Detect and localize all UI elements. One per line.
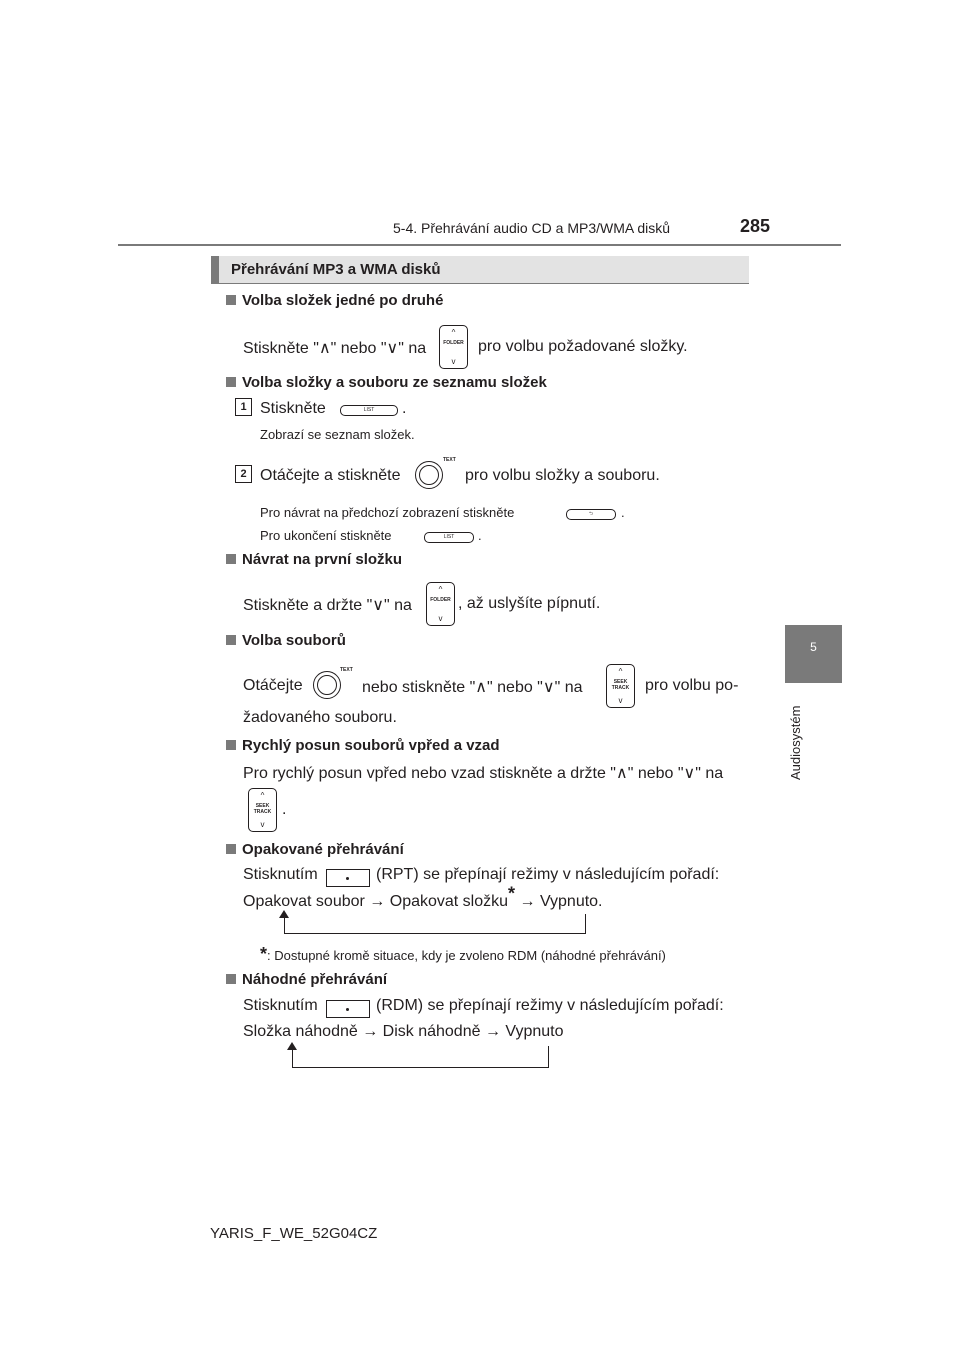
section-heading-bar xyxy=(211,256,749,284)
loop-arrowhead-icon xyxy=(279,910,289,918)
loop2-line-bottom xyxy=(292,1067,549,1068)
loop-line-bottom xyxy=(284,933,586,934)
loop-line-right xyxy=(585,914,586,934)
b7-text-1a: Stisknutím xyxy=(243,997,318,1014)
chapter-label: Audiosystém xyxy=(788,705,803,780)
text-knob-icon-2 xyxy=(313,671,341,699)
heading-return-first-folder: Návrat na první složku xyxy=(226,551,402,568)
text-knob-icon xyxy=(415,461,443,489)
b1-text-2: pro volbu požadované složky. xyxy=(478,338,688,355)
folder-button-icon-2: ^ FOLDER v xyxy=(426,582,455,626)
note-back: Pro návrat na předchozí zobrazení stiskněte xyxy=(260,505,515,520)
b7-text-1b: (RDM) se přepínají režimy v následujícím pořadí: xyxy=(376,997,724,1014)
note-back-end: . xyxy=(621,505,625,520)
page-number: 285 xyxy=(740,216,771,236)
square-bullet-icon xyxy=(226,377,236,387)
chapter-label-wrap xyxy=(782,690,810,790)
b7-text-2: Složka náhodně → Disk náhodně → Vypnuto xyxy=(243,1023,564,1040)
folder-button-icon: ^ FOLDER v xyxy=(439,325,468,369)
seek-track-button-icon: ^ SEEK TRACK v xyxy=(606,664,635,708)
heading-fast-forward-reverse: Rychlý posun souborů vpřed a vzad xyxy=(226,737,500,754)
note-close-end: . xyxy=(478,528,482,543)
square-bullet-icon xyxy=(226,295,236,305)
header-section-title: 5-4. Přehrávání audio CD a MP3/WMA disků xyxy=(393,220,671,236)
step-1-badge: 1 xyxy=(235,398,252,416)
b3-text-1: Stiskněte a držte "∨" na xyxy=(243,597,412,614)
step-1-note: Zobrazí se seznam složek. xyxy=(260,427,415,442)
text-knob-label: TEXT xyxy=(443,457,456,463)
loop2-line-right xyxy=(548,1046,549,1068)
square-bullet-icon xyxy=(226,974,236,984)
square-bullet-icon xyxy=(226,554,236,564)
heading-repeat-play: Opakované přehrávání xyxy=(226,841,404,858)
text-knob-label-2: TEXT xyxy=(340,667,353,673)
heading-folder-one-by-one: Volba složek jedné po druhé xyxy=(226,292,443,309)
b4-text-4: žadovaného souboru. xyxy=(243,709,397,726)
loop2-arrowhead-icon xyxy=(287,1042,297,1050)
b4-text-1: Otáčejte xyxy=(243,677,303,694)
heading-file-selection: Volba souborů xyxy=(226,632,346,649)
b6-text-1b: (RPT) se přepínají režimy v následujícím pořadí: xyxy=(376,866,720,883)
rpt-button-icon xyxy=(326,869,370,887)
note-close: Pro ukončení stiskněte xyxy=(260,528,392,543)
square-bullet-icon xyxy=(226,844,236,854)
b5-text-2: . xyxy=(282,801,287,818)
step-2-end: pro volbu složky a souboru. xyxy=(465,467,660,484)
step-2-badge: 2 xyxy=(235,465,252,483)
list-button-icon: LIST xyxy=(340,405,398,416)
heading-folder-file-list: Volba složky a souboru ze seznamu složek xyxy=(226,374,547,391)
chapter-tab xyxy=(785,625,842,683)
b4-text-3: pro volbu po- xyxy=(645,677,739,694)
b6-text-1a: Stisknutím xyxy=(243,866,318,883)
list-button-icon-small: LIST xyxy=(424,532,474,543)
back-button-icon: ⮌ xyxy=(566,509,616,520)
section-heading: Přehrávání MP3 a WMA disků xyxy=(231,261,441,278)
seek-track-button-icon-2: ^ SEEK TRACK v xyxy=(248,788,277,832)
rdm-button-icon xyxy=(326,1000,370,1018)
header-rule xyxy=(118,244,841,246)
chapter-number: 5 xyxy=(810,640,817,654)
b4-text-2: nebo stiskněte "∧" nebo "∨" na xyxy=(362,679,583,696)
step-2-text: Otáčejte a stiskněte xyxy=(260,467,401,484)
b3-text-2: , až uslyšíte pípnutí. xyxy=(458,595,601,612)
b1-text-1: Stiskněte "∧" nebo "∨" na xyxy=(243,340,427,357)
square-bullet-icon xyxy=(226,740,236,750)
b5-text-1: Pro rychlý posun vpřed nebo vzad stiskněte a držte "∧" nebo "∨" na xyxy=(243,765,724,782)
b6-text-2: Opakovat soubor → Opakovat složku* → Vypnuto. xyxy=(243,883,603,910)
footer-code: YARIS_F_WE_52G04CZ xyxy=(210,1225,378,1242)
step-1-end: . xyxy=(402,400,407,417)
square-bullet-icon xyxy=(226,635,236,645)
footnote: *: Dostupné kromě situace, kdy je zvoleno RDM (náhodné přehrávání) xyxy=(260,944,666,964)
heading-random-play: Náhodné přehrávání xyxy=(226,971,387,988)
step-1-text: Stiskněte xyxy=(260,400,326,417)
